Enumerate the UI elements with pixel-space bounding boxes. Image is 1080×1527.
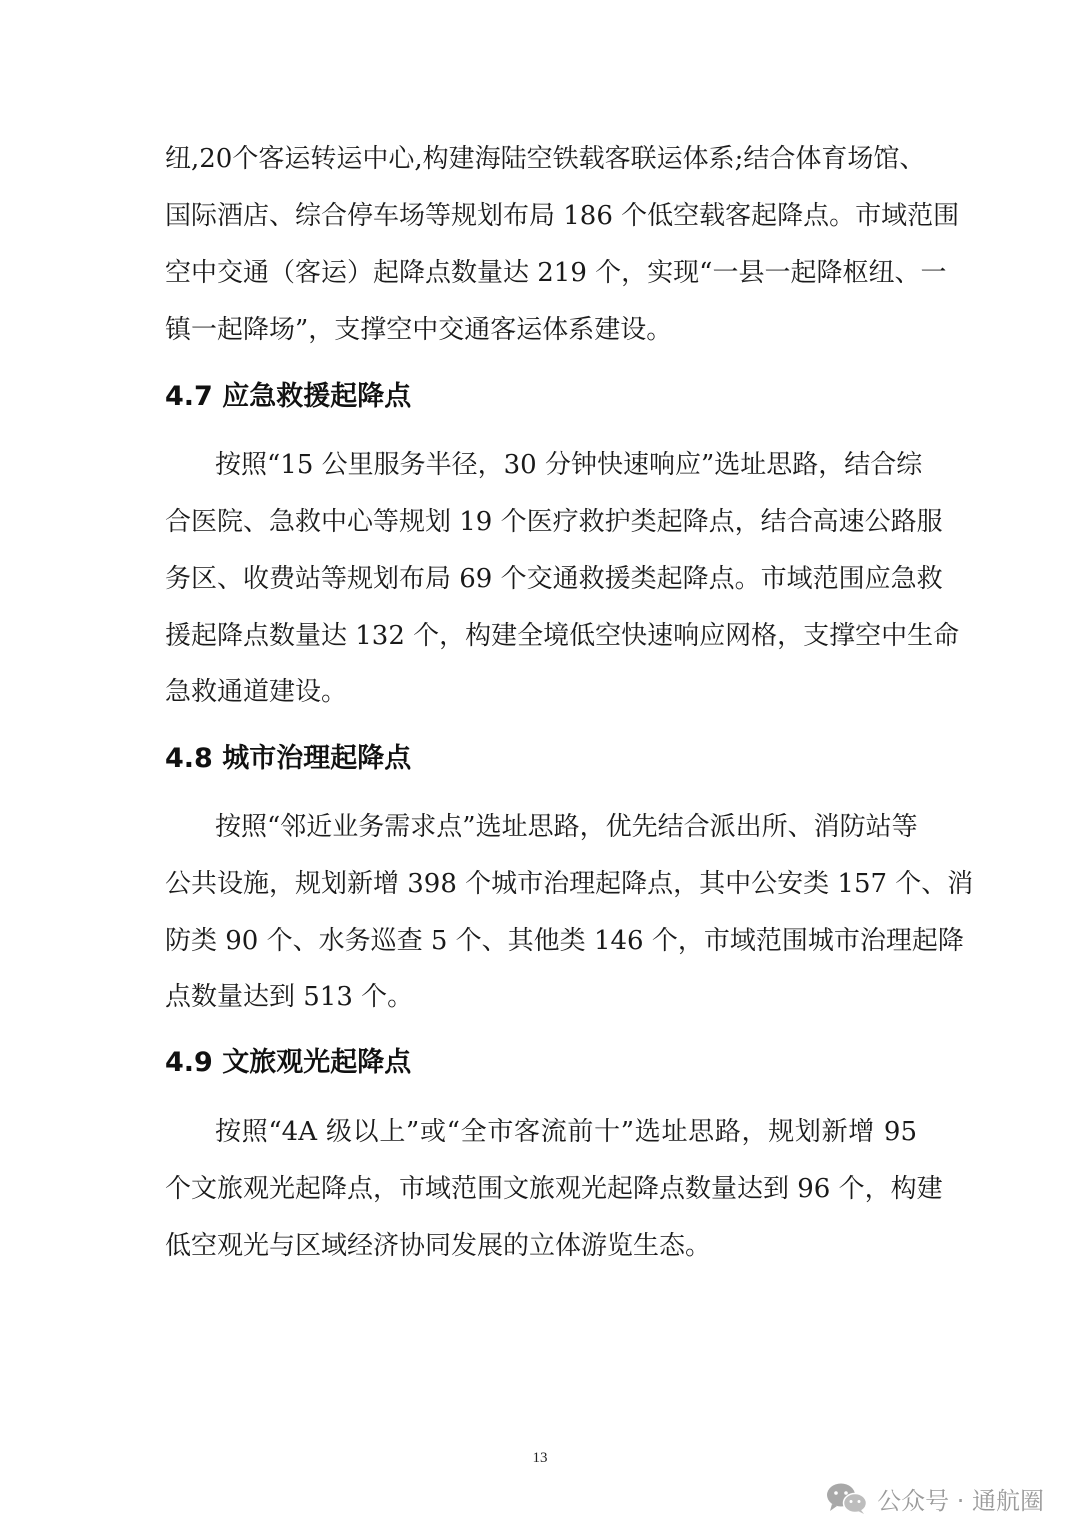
paragraph-line: 国际酒店、综合停车场等规划布局 186 个低空载客起降点。市域范围: [165, 201, 960, 231]
paragraph-line: 按照“15 公里服务半径，30 分钟快速响应”选址思路，结合综: [215, 450, 923, 480]
section-heading: 4.7 应急救援起降点: [165, 381, 412, 412]
page-number: 13: [532, 1450, 548, 1466]
paragraph-line: 点数量达到 513 个。: [165, 982, 414, 1012]
paragraph-line: 合医院、急救中心等规划 19 个医疗救护类起降点，结合高速公路服: [165, 507, 943, 537]
section-heading: 4.9 文旅观光起降点: [165, 1047, 412, 1078]
paragraph-line: 按照“邻近业务需求点”选址思路，优先结合派出所、消防站等: [215, 812, 918, 842]
paragraph-line: 个文旅观光起降点，市域范围文旅观光起降点数量达到 96 个，构建: [165, 1174, 943, 1204]
section-heading: 4.8 城市治理起降点: [165, 743, 412, 774]
watermark: [825, 1480, 1044, 1516]
paragraph-line: 按照“4A 级以上”或“全市客流前十”选址思路，规划新增 95: [215, 1117, 917, 1147]
paragraph-line: 援起降点数量达 132 个，构建全境低空快速响应网格，支撑空中生命: [165, 621, 960, 651]
paragraph-line: 急救通道建设。: [165, 677, 348, 707]
paragraph-line: 公共设施，规划新增 398 个城市治理起降点，其中公安类 157 个、消: [165, 869, 974, 899]
wechat-icon: [825, 1481, 869, 1515]
paragraph-line: 务区、收费站等规划布局 69 个交通救援类起降点。市域范围应急救: [165, 564, 943, 594]
paragraph-line: 镇一起降场”，支撑空中交通客运体系建设。: [165, 315, 673, 345]
paragraph-line: 防类 90 个、水务巡查 5 个、其他类 146 个，市域范围城市治理起降: [165, 926, 964, 956]
paragraph-line: 低空观光与区域经济协同发展的立体游览生态。: [165, 1231, 712, 1261]
paragraph-line: 纽,20个客运转运中心,构建海陆空铁载客联运体系;结合体育场馆、: [165, 144, 926, 174]
paragraph-line: 空中交通（客运）起降点数量达 219 个，实现“一县一起降枢纽、一: [165, 258, 947, 288]
watermark-text: 公众号 · 通航圈: [877, 1486, 1044, 1515]
